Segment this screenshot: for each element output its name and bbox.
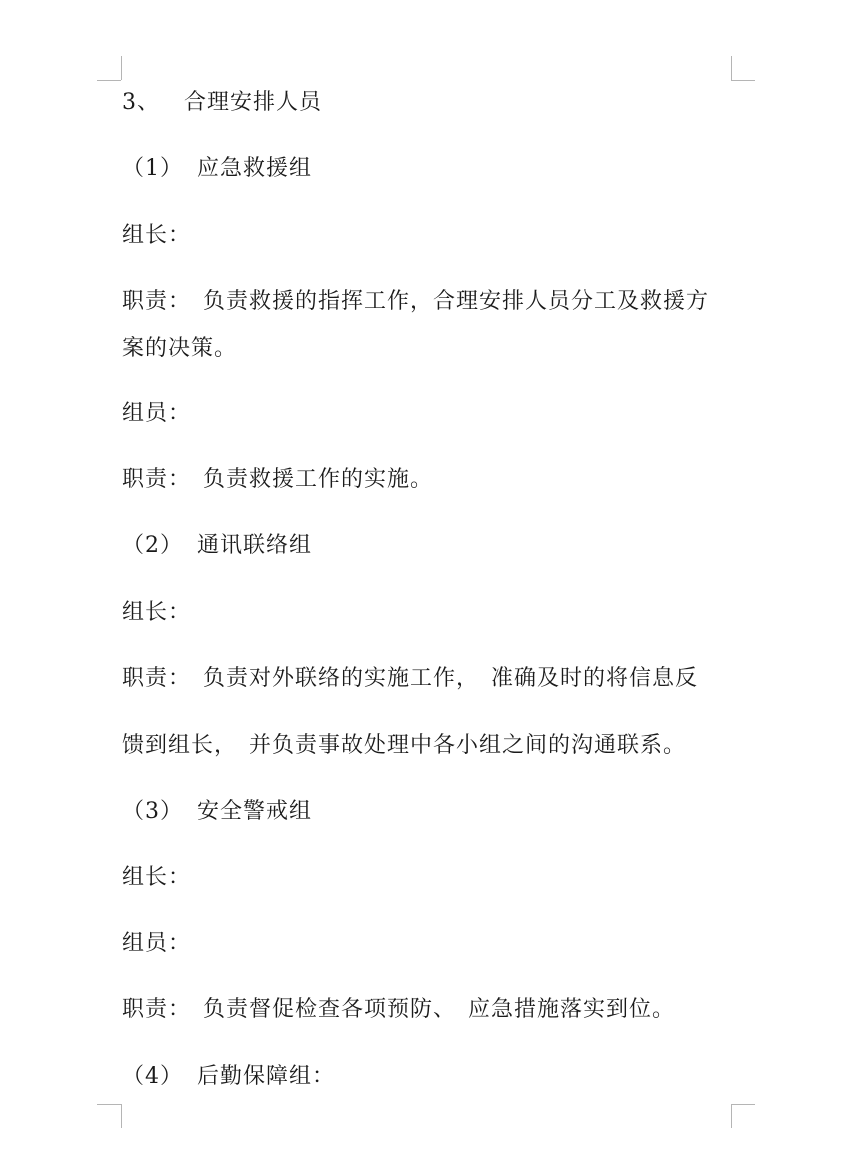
- group-number: （2）: [122, 533, 183, 558]
- duty-label: 职责：: [122, 467, 192, 492]
- section-heading: [122, 89, 322, 117]
- group-heading-4: [122, 1063, 335, 1091]
- leader-label: 组长：: [122, 223, 192, 248]
- member-label: 组员：: [122, 931, 192, 956]
- member-line: [122, 930, 191, 958]
- group-title: 安全警戒组: [197, 799, 313, 824]
- leader-line: [122, 864, 191, 892]
- duty-line: [122, 996, 675, 1024]
- duty-text: 负责救援工作的实施。: [203, 467, 434, 492]
- crop-mark-bottom-left-v: [121, 1104, 122, 1128]
- section-title: 合理安排人员: [184, 90, 323, 115]
- group-title: 应急救援组: [197, 156, 313, 181]
- leader-label: 组长：: [122, 865, 192, 890]
- group-number: （3）: [122, 799, 183, 824]
- duty-line: [122, 665, 698, 693]
- crop-mark-bottom-left-h: [97, 1104, 121, 1105]
- duty-text-2: 准确及时的将信息反: [491, 666, 699, 691]
- duty-text: 负责救援的指挥工作，合理安排人员分工及救援方: [203, 289, 710, 314]
- group-number: （4）: [122, 1064, 183, 1089]
- leader-line: [122, 599, 191, 627]
- group-heading-1: [122, 155, 312, 183]
- group-heading-2: [122, 532, 312, 560]
- crop-mark-top-left-v: [121, 56, 122, 80]
- member-line: [122, 400, 191, 428]
- duty-label: 职责：: [122, 997, 192, 1022]
- group-heading-3: [122, 798, 312, 826]
- duty-text: 馈到组长，: [122, 733, 238, 758]
- duty-text: 负责对外联络的实施工作，: [203, 666, 480, 691]
- duty-continuation: [122, 335, 237, 363]
- crop-mark-top-right-v: [731, 56, 732, 80]
- group-title: 后勤保障组：: [197, 1064, 336, 1089]
- crop-mark-top-right-h: [731, 80, 755, 81]
- duty-text: 案的决策。: [122, 336, 238, 361]
- group-number: （1）: [122, 156, 183, 181]
- duty-label: 职责：: [122, 289, 192, 314]
- section-number: 3、: [122, 90, 160, 115]
- duty-line: [122, 466, 433, 494]
- leader-label: 组长：: [122, 600, 192, 625]
- leader-line: [122, 222, 191, 250]
- group-title: 通讯联络组: [197, 533, 313, 558]
- duty-line: [122, 288, 709, 316]
- crop-mark-top-left-h: [97, 80, 121, 81]
- duty-continuation: [122, 732, 686, 760]
- duty-text-2: 并负责事故处理中各小组之间的沟通联系。: [249, 733, 687, 758]
- duty-text: 负责督促检查各项预防、: [203, 997, 457, 1022]
- crop-mark-bottom-right-h: [731, 1104, 755, 1105]
- crop-mark-bottom-right-v: [731, 1104, 732, 1128]
- duty-label: 职责：: [122, 666, 192, 691]
- duty-text-2: 应急措施落实到位。: [468, 997, 676, 1022]
- member-label: 组员：: [122, 401, 192, 426]
